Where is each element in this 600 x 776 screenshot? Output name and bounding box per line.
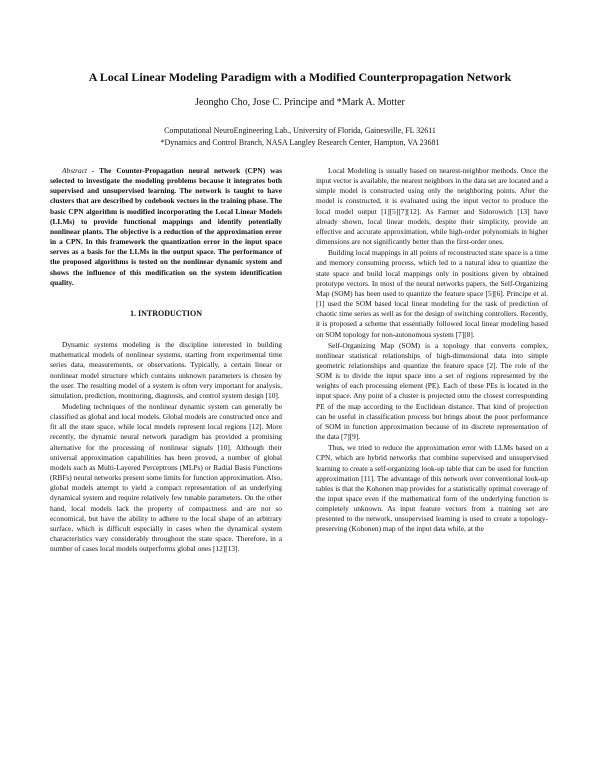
body-paragraph: Modeling techniques of the nonlinear dynamic system can generally be classified as global and local models. Global models are constructed once and fit all the state space, while local models represent local regions [12]. More recently, the dynamic neural network paradigm has provided a promising alternative for the processing of nonlinear signals [10]. Although their universal approximation capabilities has been proved, a number of global models such as Multi-Layered Perceptrons (MLPs) or Radial Basis Functions (RBFs) neural networks present some limits for function approximation. Also, global models attempt to yield a compact representation of an underlying dynamical system and require relatively few tunable parameters. On the other hand, local models lack the property of compactness and are not so economical, but have the ability to adhere to the local shape of an arbitrary surface, which is difficult especially in cases when the dynamical system characteristics vary considerably throughout the state space. Therefore, in a number of cases local models outperforms global ones [12][13]. bbox=[50, 401, 282, 554]
paper-title: A Local Linear Modeling Paradigm with a Modified Counterpropagation Network bbox=[88, 70, 512, 84]
paper-authors: Jeongho Cho, Jose C. Principe and *Mark A. Motter bbox=[195, 97, 405, 108]
affiliation-1: Computational NeuroEngineering Lab., University of Florida, Gainesville, FL 32611 bbox=[164, 126, 436, 135]
body-paragraph: Local Modeling is usually based on nearest-neighbor methods. Once the input vector is available, the nearest neighbors in the data set are located and a simple model is constructed using only the neighboring points. After the model is constructed, it is evaluated using the input vector to produce the local model output [1][5][7][12]. As Farmer and Sidorowich [13] have already shown, local linear models, despite their simplicity, provide an effective and accurate approximation, while high-order polynomials in higher dimensions are not significantly better than the first-order ones. bbox=[316, 166, 548, 247]
body-paragraph: Dynamic systems modeling is the discipline interested in building mathematical models of nonlinear systems, starting from experimental time series data, measurements, or observations. Typically, a certain linear or nonlinear model structure which contains unknown parameters is chosen by the user. The resulting model of a system is often very important for analysis, simulation, prediction, monitoring, diagnosis, and control system design [10]. bbox=[50, 340, 282, 400]
affiliation-2: *Dynamics and Control Branch, NASA Langley Research Center, Hampton, VA 23681 bbox=[160, 138, 440, 147]
abstract-label: Abstract bbox=[62, 166, 88, 175]
abstract bbox=[50, 166, 282, 288]
left-column bbox=[50, 166, 282, 554]
abstract-text: - The Counter-Propagation neural network (CPN) was selected to investigate the modeling problems because it integrates both supervised and unsupervised learning. The network is taught to have clusters that are described by codebook vectors in the training phase. The basic CPN algorithm is modified incorporating the Local Linear Models (LLMs) to provide functional mappings and identify potentially nonlinear plants. The objective is a reduction of the approximation error in a CPN. In this framework the quantization error in the input space serves as a basis for the LLMs in the output space. The performance of the proposed algorithms is tested on the nonlinear dynamic system and shows the influence of this modification on the system identification quality. bbox=[50, 166, 282, 287]
section-heading: 1. INTRODUCTION bbox=[129, 308, 202, 318]
body-paragraph: Self-Organizing Map (SOM) is a topology that converts complex, nonlinear statistical relationships of high-dimensional data into simple geometric relationships and quantize the feature space [2]. The role of the SOM is to divide the input space into a set of regions represented by the weights of each processing element (PE). Each of these PEs is located in the input space. Any point of a cluster is projected onto the closest corresponding PE of the map according to the Euclidean distance. That kind of projection can be useful in classification process but brings about the poor performance of SOM in function approximation because of its discrete representation of the data [7][9]. bbox=[316, 340, 548, 442]
right-column bbox=[316, 166, 548, 535]
body-paragraph: Thus, we tried to reduce the approximation error with LLMs based on a CPN, which are hybrid networks that combine supervised and unsupervised learning to create a self-organizing look-up table that can be used for function approximation [11]. The advantage of this network over conventional look-up tables is that the Kohonen map provides for a statistically optimal coverage of the input space even if the mathematical form of the underlying function is completely unknown. As input feature vectors from a training set are presented to the network, unsupervised learning is used to create a topology-preserving (Kohonen) map of the input data while, at the bbox=[316, 443, 548, 534]
body-paragraph: Building local mappings in all points of reconstructed state space is a time and memory consuming process, which led to a natural idea to quantize the state space and build local mappings only in positions given by obtained prototype vectors. In most of the neural networks papers, the Self-Organizing Map (SOM) has been used to quantize the feature space [5][6]. Principe et al. [1] used the SOM based local linear modeling for the task of prediction of chaotic time series as well as for the design of switching controllers. Recently, it is proposed a scheme that essentially followed local linear modeling based on SOM topology for non-autonomous system [7][8]. bbox=[316, 248, 548, 339]
